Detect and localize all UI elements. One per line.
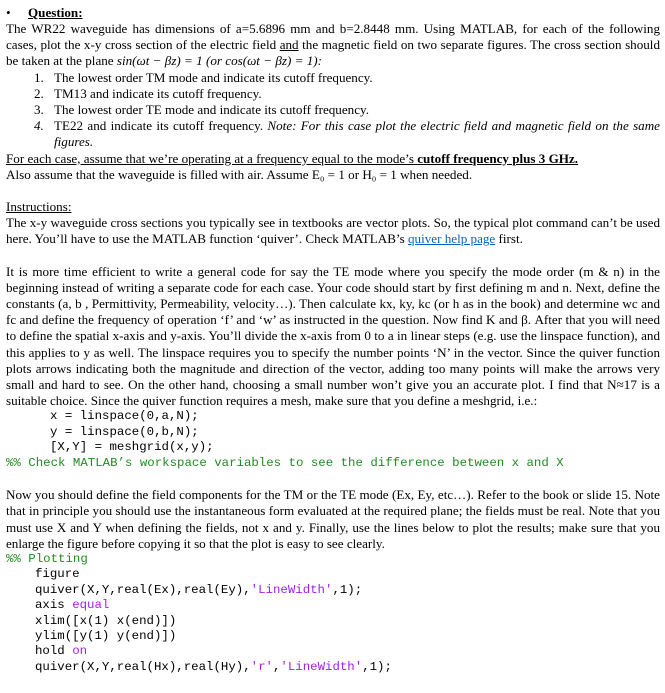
instructions-p1: The x-y waveguide cross sections you typically see in textbooks are vector plots. So, the typical plot command can’t be used here. You’ll have to use the MATLAB function ‘quiver’. Check MATLAB’s quiver help page first. (6, 215, 660, 247)
instructions-heading: Instructions: (6, 199, 72, 215)
code-line: x = linspace(0,a,N); (50, 409, 199, 424)
instructions-p2: It is more time efficient to write a general code for say the TE mode where you specify the mode order (m & n) in the beginning instead of writing a separate code for each case. Your code should start by first defining m and n. Next, define the constants (a, b , Permittivity, Permeability, velocity…). Then calculate kx, ky, kc (or h as in the book) and determine wc and fc and define the frequency of operation ‘f’ and ‘w’ as instructed in the question. Now find K and β. After that you will need to define the spatial x-axis and y-axis. You’ll divide the x-axis from 0 to a in linear steps (e.g. use the linspace function), and this applies to y as well. The linspace requires you to specify the number points ‘N’ in the vector. Since the quiver function plots arrows indicating both the magnitude and direction of the vector, adding too many points will make the arrows very small and hard to see. On the other hand, choosing a small number won’t give you an accurate plot. I find that N≈17 is a suitable choice. Since the quiver function requires a mesh, make sure that you define a meshgrid, i.e.: (6, 263, 660, 409)
bullet: • (6, 5, 11, 20)
code-block-meshgrid (50, 409, 660, 455)
air-assumption: Also assume that the waveguide is filled with air. Assume E₀ = 1 or H₀ = 1 when needed. (6, 166, 473, 182)
case-list (6, 70, 660, 151)
list-item: 1. The lowest order TM mode and indicate its cutoff frequency. (34, 69, 373, 85)
question-intro: The WR22 waveguide has dimensions of a=5.6896 mm and b=2.8448 mm. Using MATLAB, for each of the following cases, plot the x-y cross section of the electric field and the magnetic field on two separate figures. The cross section should be taken at the plane sin(ωt − βz) = 1 (or cos(ωt − βz) = 1): (6, 21, 660, 69)
list-item: 2. TM13 and indicate its cutoff frequency. (34, 85, 262, 101)
case-note: Note: For this case plot the electric field and magnetic field on the same figures. (54, 118, 660, 150)
question-heading: Question: (28, 5, 83, 20)
code-line: quiver(X,Y,real(Ex),real(Ey),'LineWidth',1); (35, 582, 363, 597)
quiver-help-link[interactable]: quiver help page (407, 231, 496, 247)
instructions-p3: Now you should define the field components for the TM or the TE mode (Ex, Ey, etc…). Refer to the book or slide 15. Note that in principle you should use the instantaneous form evaluated at the required plane; the fields must be real. Note that you must use X and Y when defining the fields, not x and y. Finally, use the lines below to plot the results; make sure that you enlarge the figure before copying it so that the plot is easy to see clearly. (6, 487, 660, 551)
code-line: figure (35, 567, 80, 582)
list-item: 4. TE22 and indicate its cutoff frequency. Note: For this case plot the electric field and magnetic field on the same figures. (34, 118, 660, 150)
code-line: axis equal (35, 598, 110, 613)
code-line: y = linspace(0,b,N); (50, 424, 199, 439)
code-block-plotting (6, 552, 660, 675)
spacer (6, 471, 660, 487)
plane-equation: sin(ωt − βz) = 1 (or cos(ωt − βz) = 1): (116, 53, 322, 69)
code-comment: %% Plotting (6, 551, 88, 566)
spacer (6, 183, 660, 199)
document-page (6, 5, 660, 675)
code-line: hold on (35, 644, 88, 659)
code-comment: %% Check MATLAB’s workspace variables to see the difference between x and X (6, 455, 564, 470)
spacer (6, 248, 660, 264)
each-case-line: For each case, assume that we’re operating at a frequency equal to the mode’s cutoff frequency plus 3 GHz. (6, 150, 579, 166)
code-line: xlim([x(1) x(end)]) (35, 613, 177, 628)
code-line: [X,Y] = meshgrid(x,y); (50, 440, 214, 455)
question-heading-line (6, 5, 660, 21)
code-line: quiver(X,Y,real(Hx),real(Hy),'r','LineWidth',1); (35, 659, 392, 674)
code-line: ylim([y(1) y(end)]) (35, 628, 177, 643)
list-item: 3. The lowest order TE mode and indicate its cutoff frequency. (34, 102, 369, 118)
